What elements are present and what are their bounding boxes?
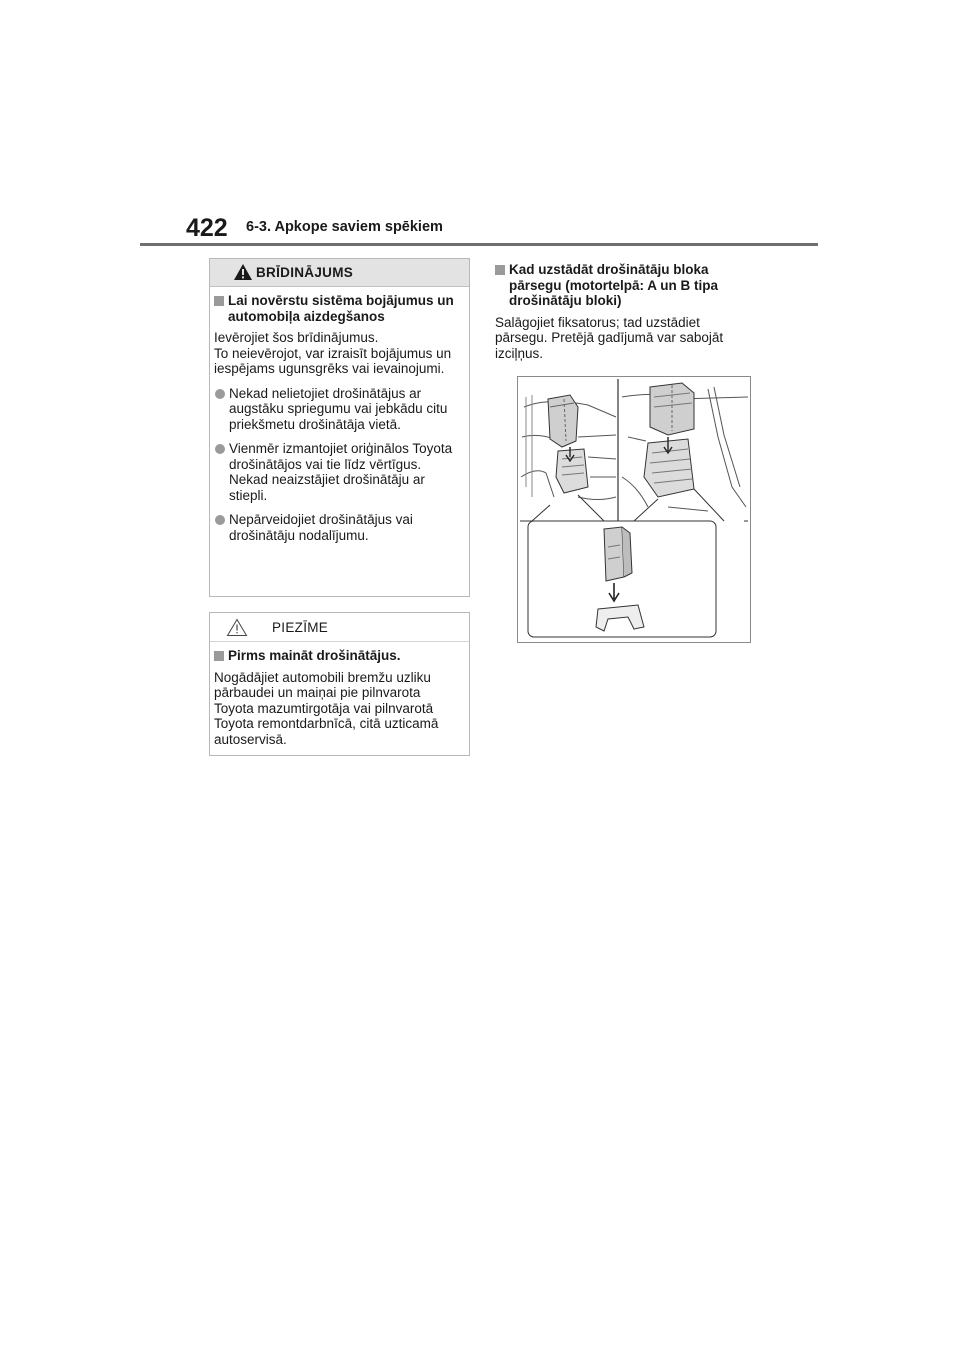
warning-triangle-icon xyxy=(233,263,253,281)
fuse-box-drawing xyxy=(518,377,750,642)
square-bullet-icon xyxy=(495,265,505,275)
warning-header xyxy=(210,259,469,287)
square-bullet-icon xyxy=(214,296,224,306)
warning-bullet-text: Nekad nelietojiet drošinātājus ar augstāku spriegumu vai jebkādu citu priekšmetu drošinātāja vietā. xyxy=(229,385,448,432)
round-bullet-icon xyxy=(215,444,225,454)
warning-heading xyxy=(214,293,461,324)
header-rule xyxy=(140,243,818,246)
note-text: Nogādājiet automobili bremžu uzliku pārbaudei un maiņai pie pilnvarota Toyota mazumtirgotāja vai pilnvarotā Toyota remontdarbnīcā, citā uzticamā autoservisā. xyxy=(214,669,439,747)
round-bullet-icon xyxy=(215,389,225,399)
fuse-box-cover-illustration xyxy=(517,376,751,643)
warning-bullet-text: Vienmēr izmantojiet oriģinālos Toyota drošinātājos vai tie līdz vērtīgus. Nekad neaizstājiet drošinātāju ar stiepli. xyxy=(229,441,453,503)
round-bullet-icon xyxy=(215,515,225,525)
warning-heading-text: Lai novērstu sistēma bojājumus un automobiļa aizdegšanos xyxy=(228,293,454,324)
install-cover-heading xyxy=(495,262,749,309)
page-number: 422 xyxy=(186,214,228,242)
install-cover-section xyxy=(495,262,749,361)
install-cover-text: Salāgojiet fiksatorus; tad uzstādiet pārsegu. Pretējā gadījumā var sabojāt izciļņus. xyxy=(495,314,724,361)
install-cover-heading-text: Kad uzstādāt drošinātāju bloka pārsegu (motortelpā: A un B tipa drošinātāju bloki) xyxy=(509,262,719,308)
warning-bullet xyxy=(214,512,461,543)
warning-intro: Ievērojiet šos brīdinājumus. To neievērojot, var izraisīt bojājumus un iespējams ugunsgrēks vai ievainojumi. xyxy=(214,330,452,376)
warning-title: BRĪDINĀJUMS xyxy=(256,265,354,280)
warning-bullet xyxy=(214,386,461,433)
note-heading xyxy=(214,648,461,664)
section-title: 6-3. Apkope saviem spēkiem xyxy=(246,219,443,235)
warning-bullet xyxy=(214,441,461,503)
warning-box xyxy=(209,258,470,597)
note-heading-text: Pirms maināt drošinātājus. xyxy=(228,648,401,663)
warning-bullet-text: Nepārveidojiet drošinātājus vai drošinātāju nodalījumu. xyxy=(229,512,413,543)
caution-triangle-icon xyxy=(226,618,248,637)
note-box xyxy=(209,612,470,756)
note-header xyxy=(210,613,469,642)
note-title: PIEZĪME xyxy=(272,620,329,635)
square-bullet-icon xyxy=(214,651,224,661)
